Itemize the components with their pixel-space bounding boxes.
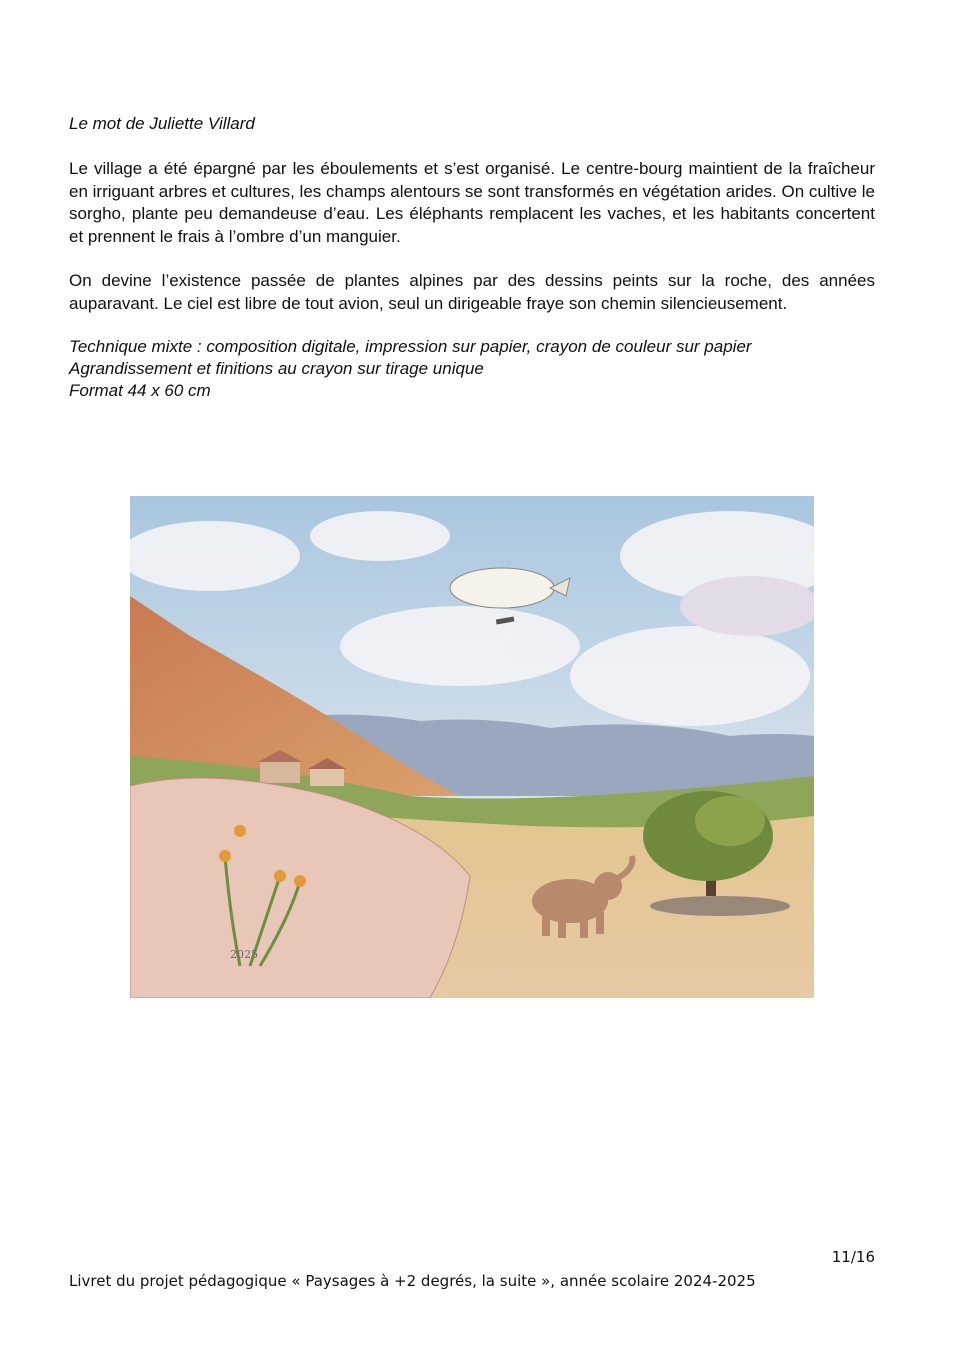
landscape-artwork	[130, 496, 814, 998]
description-paragraph-1: Le village a été épargné par les éboulements et s’est organisé. Le centre-bourg maintient de la fraîcheur en irriguant arbres et cultures, les champs alentours se sont transformés en végétation arides. On cultive le sorgho, plante peu demandeuse d’eau. Les éléphants remplacent les vaches, et les habitants concertent et prennent le frais à l’ombre d’un manguier.	[69, 159, 876, 246]
artwork-date-inscription: 2025	[230, 948, 258, 961]
page-number: 11/16	[831, 1248, 875, 1266]
footer-text: Livret du projet pédagogique « Paysages à +2 degrés, la suite », année scolaire 2024-2025	[69, 1272, 756, 1290]
technique-line: Technique mixte : composition digitale, impression sur papier, crayon de couleur sur papier	[69, 337, 752, 356]
landscape-drawing	[130, 496, 814, 998]
author-heading: Le mot de Juliette Villard	[69, 114, 255, 133]
enlargement-line: Agrandissement et finitions au crayon sur tirage unique	[69, 359, 484, 378]
format-line: Format 44 x 60 cm	[69, 381, 211, 400]
description-paragraph-2: On devine l’existence passée de plantes alpines par des dessins peints sur la roche, des années auparavant. Le ciel est libre de tout avion, seul un dirigeable fraye son chemin silencieusement.	[69, 271, 875, 313]
